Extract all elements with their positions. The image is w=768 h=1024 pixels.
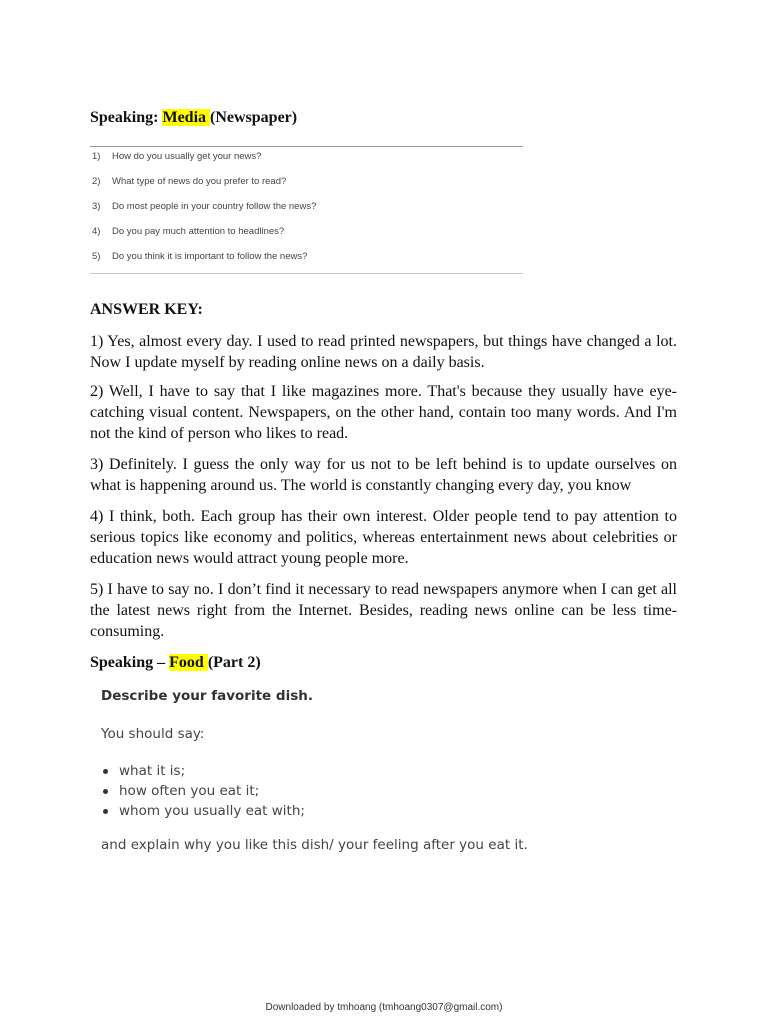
question-number: 4) [92, 226, 101, 237]
question-item [92, 250, 307, 264]
list-item [101, 781, 305, 801]
cue-card-bullets [101, 761, 305, 821]
question-text: Do you pay much attention to headlines? [112, 226, 285, 237]
question-number: 2) [92, 176, 101, 187]
answer-paragraph: 4) I think, both. Each group has their own interest. Older people tend to pay attention to serious topics like economy and politics, whereas entertainment news about celebrities or education news would attract young people more. [90, 508, 677, 567]
question-item [92, 175, 286, 189]
section-heading-food [90, 653, 261, 673]
answer-paragraph: 3) Definitely. I guess the only way for us not to be left behind is to update ourselves on what is happening around us. The world is constantly changing every day, you know [90, 456, 677, 494]
question-item [92, 150, 261, 164]
question-text: What type of news do you prefer to read? [112, 176, 287, 187]
bullet-text: what it is; [119, 763, 186, 779]
heading-highlight: Food [169, 654, 208, 671]
heading-suffix: (Newspaper) [210, 109, 298, 126]
bullet-icon [103, 789, 108, 794]
answer-key-title: ANSWER KEY: [90, 301, 203, 318]
question-text: Do you think it is important to follow the news? [112, 251, 308, 262]
page-footer: Downloaded by tmhoang (tmhoang0307@gmail.com) [265, 1002, 503, 1013]
question-number: 5) [92, 251, 101, 262]
answer-paragraph: 2) Well, I have to say that I like magazines more. That's because they usually have eye-catching visual content. Newspapers, on the other hand, contain too many words. And I'm not the kind of person who likes to read. [90, 383, 677, 442]
question-text: How do you usually get your news? [112, 151, 262, 162]
question-number: 1) [92, 151, 101, 162]
bullet-icon [103, 769, 108, 774]
bullet-text: how often you eat it; [119, 783, 260, 799]
bullet-text: whom you usually eat with; [119, 803, 305, 819]
answer-paragraph: 5) I have to say no. I don’t find it necessary to read newspapers anymore when I can get all the latest news right from the Internet. Besides, reading news online can be less time-consuming. [90, 581, 677, 640]
cue-card-explain: and explain why you like this dish/ your feeling after you eat it. [101, 837, 528, 853]
heading-highlight: Media [162, 109, 211, 126]
list-item [101, 761, 305, 781]
cue-card-title: Describe your favorite dish. [101, 688, 313, 704]
heading-prefix: Speaking – [90, 654, 170, 671]
heading-prefix: Speaking: [90, 109, 163, 126]
section-heading-media [90, 108, 297, 128]
questions-box [90, 146, 523, 274]
heading-suffix: (Part 2) [207, 654, 261, 671]
answer-paragraph: 1) Yes, almost every day. I used to read printed newspapers, but things have changed a lot. Now I update myself by reading online news on a daily basis. [90, 333, 677, 371]
question-item [92, 200, 316, 214]
list-item [101, 801, 305, 821]
cue-card-say: You should say: [101, 726, 205, 742]
question-number: 3) [92, 201, 101, 212]
question-item [92, 225, 284, 239]
question-text: Do most people in your country follow the news? [112, 201, 317, 212]
bullet-icon [103, 809, 108, 814]
